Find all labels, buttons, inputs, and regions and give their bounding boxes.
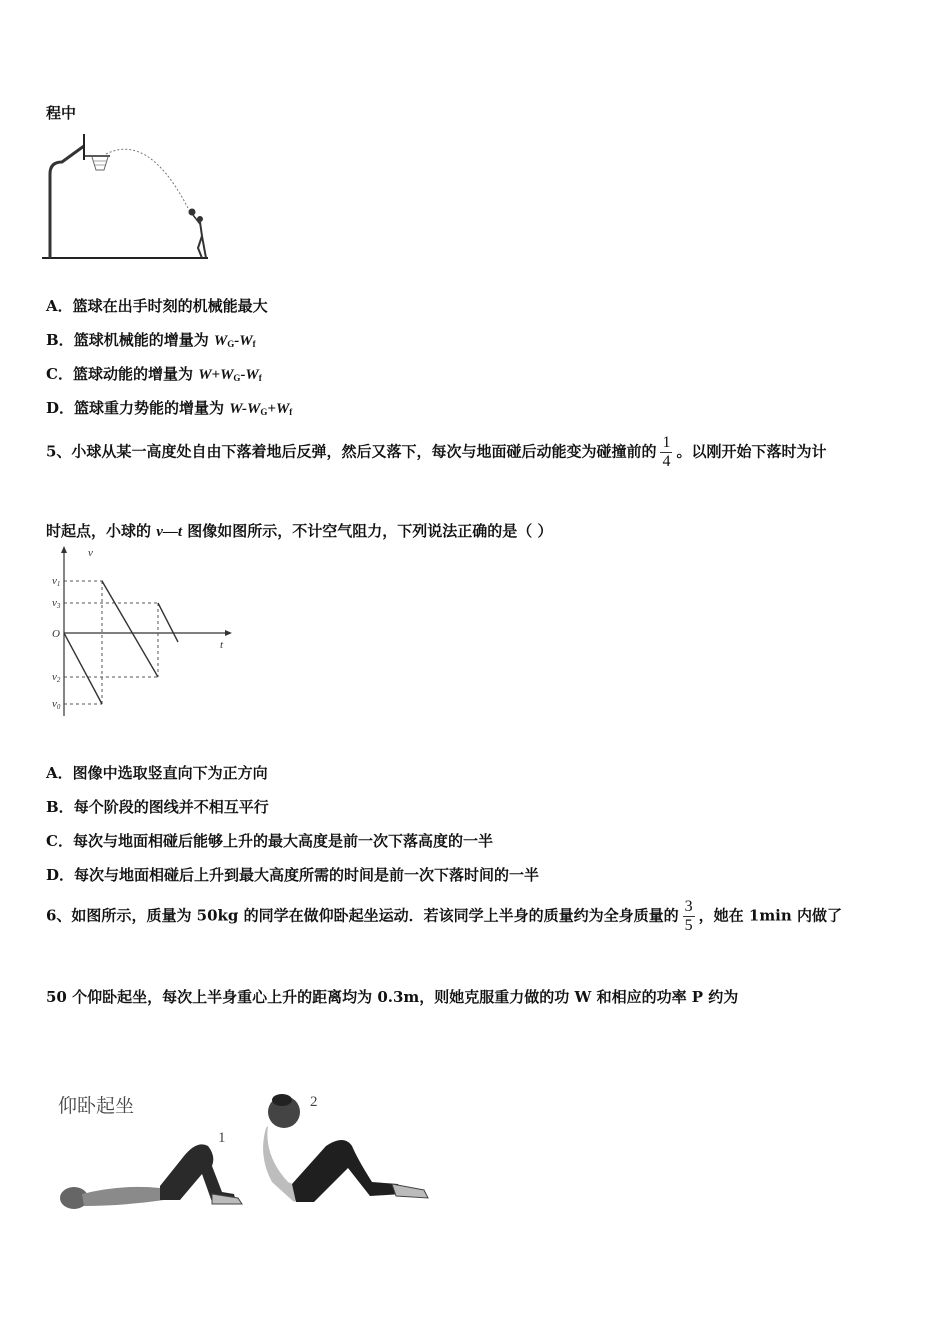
situp-caption: 仰卧起坐 [58, 1095, 135, 1117]
option-d[interactable]: D．篮球重力势能的增量为 $W-W_G+W_f$ [46, 399, 293, 417]
axis-label-v: v [88, 547, 93, 559]
pose-label-2: 2 [310, 1094, 318, 1110]
label-v0: v0 [52, 698, 61, 711]
situp-figure [52, 1086, 442, 1222]
q6-fraction: $\frac{3}{5}$ [684, 898, 693, 934]
label-v2: v2 [52, 671, 61, 684]
option-a[interactable]: A．篮球在出手时刻的机械能最大 [46, 297, 268, 315]
q5-stem-line1: 5、小球从某一高度处自由下落着地后反弹，然后又落下，每次与地面碰后动能变为碰撞前的 $\frac{1}{4}$ 。以刚开始下落时为计 [46, 434, 827, 470]
q5-option-b[interactable]: B．每个阶段的图线并不相互平行 [46, 798, 269, 816]
question-fragment: 程中 [46, 104, 77, 122]
option-b[interactable]: B．篮球机械能的增量为 $W_G-W_f$ [46, 331, 256, 349]
q5-stem-line2: 时起点，小球的 v—t 图像如图所示，不计空气阻力，下列说法正确的是（ ） [46, 522, 553, 540]
q5-fraction: $\frac{1}{4}$ [662, 434, 671, 470]
option-c[interactable]: C．篮球动能的增量为 $W+W_G-W_f$ [46, 365, 262, 383]
q5-option-d[interactable]: D．每次与地面相碰后上升到最大高度所需的时间是前一次下落时间的一半 [46, 866, 540, 884]
label-v1: v1 [52, 575, 61, 588]
q5-option-c[interactable]: C．每次与地面相碰后能够上升的最大高度是前一次下落高度的一半 [46, 832, 493, 850]
origin-label: O [52, 628, 60, 640]
velocity-time-graph [44, 544, 244, 720]
basketball-figure [40, 132, 220, 264]
q6-stem-line1: 6、如图所示，质量为 50kg 的同学在做仰卧起坐运动．若该同学上半身的质量约为全身质量的 $\frac{3}{5}$ ，她在 1min 内做了 [46, 898, 843, 934]
label-v3: v3 [52, 597, 61, 610]
axis-label-t: t [220, 639, 224, 651]
q6-stem-line2: 50 个仰卧起坐，每次上半身重心上升的距离均为 0.3m，则她克服重力做的功 W 和相应的功率 P 约为 [46, 988, 739, 1006]
q5-option-a[interactable]: A．图像中选取竖直向下为正方向 [46, 764, 268, 782]
pose-label-1: 1 [218, 1130, 226, 1146]
